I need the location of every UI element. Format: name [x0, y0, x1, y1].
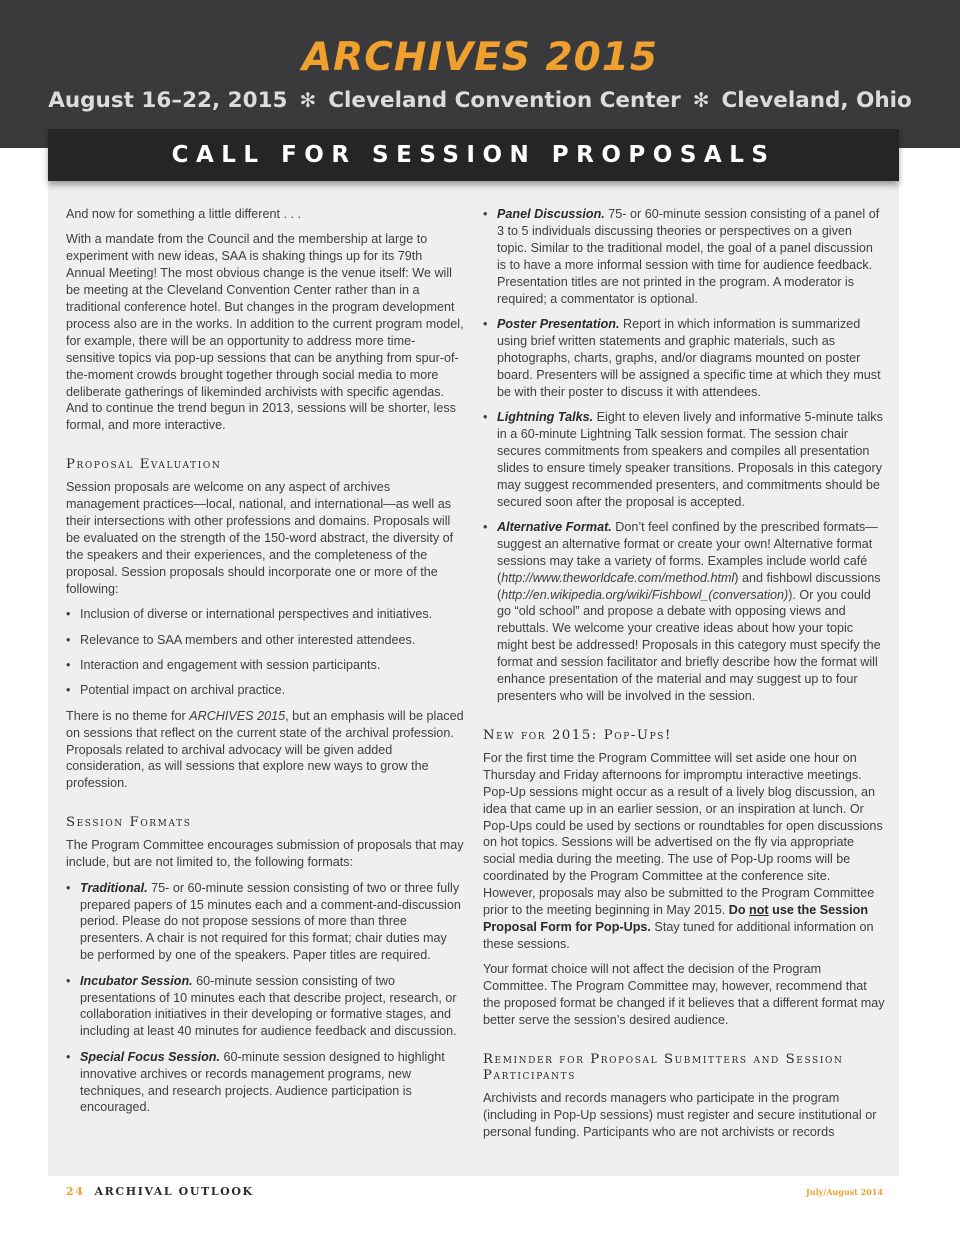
- format-item: • Traditional. 75- or 60-minute session consisting of two or three fully prepared papers of 15 minutes each and a comment-and-discussion period. Please do not propose sessions of more than three presenters. A chair is not required for this format; chair duties may be performed by one of the speakers. Paper titles are required.: [66, 880, 461, 963]
- list-item: • Potential impact on archival practice.: [66, 683, 286, 698]
- bullet-icon: •: [483, 409, 488, 424]
- session-formats-intro: The Program Committee encourages submission of proposals that may include, but are not limited to, the following formats:: [66, 838, 464, 870]
- left-column: [66, 206, 464, 1125]
- fishbowl-link[interactable]: http://en.wikipedia.org/wiki/Fishbowl_(conversation): [501, 587, 789, 602]
- list-item: • Relevance to SAA members and other interested attendees.: [66, 632, 416, 647]
- event-venue: Cleveland Convention Center: [328, 88, 681, 113]
- format-item: • Special Focus Session. 60-minute session designed to highlight innovative archives or records management programs, new techniques, and research projects. Audience participation is encouraged.: [66, 1049, 445, 1115]
- bullet-icon: •: [66, 607, 71, 622]
- bullet-icon: •: [483, 519, 488, 534]
- right-column: [483, 206, 885, 1149]
- format-item: • Panel Discussion. 75- or 60-minute session consisting of a panel of 3 to 5 individuals discussing theories or perspectives on a given topic. Similar to the traditional model, the goal of a panel discussion is to have a more informal session with time for audience feedback. Presentation titles are not printed in the program. A moderator is required; a commentator is optional.: [483, 207, 880, 306]
- bullet-icon: •: [66, 880, 71, 895]
- reminder-paragraph: Archivists and records managers who participate in the program (including in Pop-Up sessions) must register and secure institutional or personal funding. Participants who are not archivists or records: [483, 1090, 877, 1139]
- bullet-icon: •: [66, 632, 71, 647]
- format-item: • Incubator Session. 60-minute session consisting of two presentations of 10 minutes each that describe project, research, or collaboration initiatives in their developing or formative stages, and including at least 40 minutes for audience feedback and discussion.: [66, 973, 457, 1039]
- intro-paragraph: With a mandate from the Council and the membership at large to experiment with new ideas, SAA is shaking things up for its 79th Annual Meeting! The most obvious change is the venue itself: We will be meeting at the Cleveland Convention Center rather than in a traditional conference hotel. But changes in the program development process also are in the works. In addition to the current program model, for example, there will be an opportunity to address more time-sensitive topics via pop-up sessions that can be anything from spur-of-the-moment crowds brought together through social media to more deliberate gatherings of likeminded archivists with specific agendas. And to continue the trend begun in 2013, sessions will be shorter, less formal, and more interactive.: [66, 232, 464, 433]
- bullet-icon: •: [483, 316, 488, 331]
- bullet-icon: •: [483, 207, 488, 221]
- popups-paragraph: For the first time the Program Committee will set aside one hour on Thursday and Friday afternoons for impromptu interactive meetings. Pop-Up sessions might occur as a result of a lively blog discussion, an idea that came up in an earlier session, or an inspiration at lunch. Or Pop-Ups could be used by sections or roundtables for open discussions on hot topics. Sessions will be advertised on the fly via appropriate social media during the meeting. The use of Pop-Up rooms will be coordinated by the Program Committee at the conference site. However, proposals may also be submitted to the Program Committee prior to the meeting beginning in May 2015. Do not use the Session Proposal Form for Pop-Ups. Stay tuned for additional information on these sessions.: [483, 750, 883, 951]
- event-title: ARCHIVES 2015: [301, 35, 659, 80]
- call-for-proposals-banner: CALL FOR SESSION PROPOSALS: [48, 129, 899, 181]
- list-item: • Interaction and engagement with session participants.: [66, 657, 381, 672]
- format-choice-paragraph: Your format choice will not affect the decision of the Program Committee. The Program Committee may, however, recommend that the proposed format be changed if it believes that a different format may better serve the session’s desired audience.: [483, 962, 885, 1027]
- proposal-evaluation-heading: Proposal Evaluation: [66, 457, 222, 473]
- bullet-icon: •: [66, 683, 71, 698]
- session-formats-heading: Session Formats: [66, 815, 192, 831]
- format-item: • Lightning Talks. Eight to eleven lively and informative 5-minute talks in a 60-minute Lightning Talk session format. The session chair secures commitments from speakers and compiles all presentation slides to ensure timely speaker transitions. Proposals in this category may suggest recommended presenters, and commitments should be secured soon after the proposal is accepted.: [483, 409, 883, 509]
- event-dates: August 16–22, 2015: [48, 88, 288, 113]
- intro-lead: And now for something a little different . . .: [66, 207, 301, 221]
- page-number: 24: [66, 1185, 85, 1198]
- list-item: • Inclusion of diverse or international perspectives and initiatives.: [66, 607, 433, 622]
- bullet-icon: •: [66, 973, 71, 988]
- reminder-heading: Reminder for Proposal Submitters and Session Participants: [483, 1051, 844, 1083]
- formats-list-left: [66, 880, 464, 1117]
- footer-left: [66, 1185, 254, 1198]
- event-city: Cleveland, Ohio: [721, 88, 912, 113]
- asterisk-separator-icon: ✻: [299, 88, 317, 112]
- asterisk-separator-icon: ✻: [692, 88, 710, 112]
- popups-heading: New for 2015: Pop-Ups!: [483, 727, 672, 743]
- criteria-list: [66, 606, 464, 699]
- formats-list-right: [483, 206, 885, 705]
- worldcafe-link[interactable]: http://www.theworldcafe.com/method.html: [501, 570, 735, 585]
- theme-paragraph: There is no theme for ARCHIVES 2015, but an emphasis will be placed on sessions that reflect on the current state of the archival profession. Proposals related to archival advocacy will be given added consideration, as will sessions that explore new ways to grow the profession.: [66, 708, 464, 791]
- publication-name: ARCHIVAL OUTLOOK: [94, 1185, 254, 1198]
- format-item: • Poster Presentation. Report in which information is summarized using brief written statements and graphic materials, such as photographs, charts, graphs, and/or diagrams mounted on poster board. Presenters will be assigned a specific time at which they must be with their poster to discuss it with attendees.: [483, 316, 881, 399]
- issue-date: July/August 2014: [806, 1187, 883, 1197]
- proposal-evaluation-text: Session proposals are welcome on any aspect of archives management practices—local, national, and international—as well as their intersections with other professions and domains. Proposals will be evaluated on the strength of the 150-word abstract, the diversity of the speakers and their experiences, and the completeness of the proposal. Session proposals should incorporate one or more of the following:: [66, 480, 454, 596]
- bullet-icon: •: [66, 1049, 71, 1064]
- bullet-icon: •: [66, 657, 71, 672]
- format-item: • Alternative Format. Don’t feel confined by the prescribed formats—suggest an alternative format or create your own! Alternative format sessions may take a variety of forms. Examples include world café (http://www.theworldcafe.com/method.html) and fishbowl discussions (http://en.wikipedia.org/wiki/Fishbowl_(conversation)). Or you could go “old school” and propose a debate with opposing views and rebuttals. We welcome your creative ideas about how your topic might best be addressed! Proposals in this category must specify the format and session facilitator and briefly describe how the format will enhance presentation of the material and may suggest up to four presenters who will be involved in the session.: [483, 519, 881, 703]
- event-subtitle: [0, 86, 960, 115]
